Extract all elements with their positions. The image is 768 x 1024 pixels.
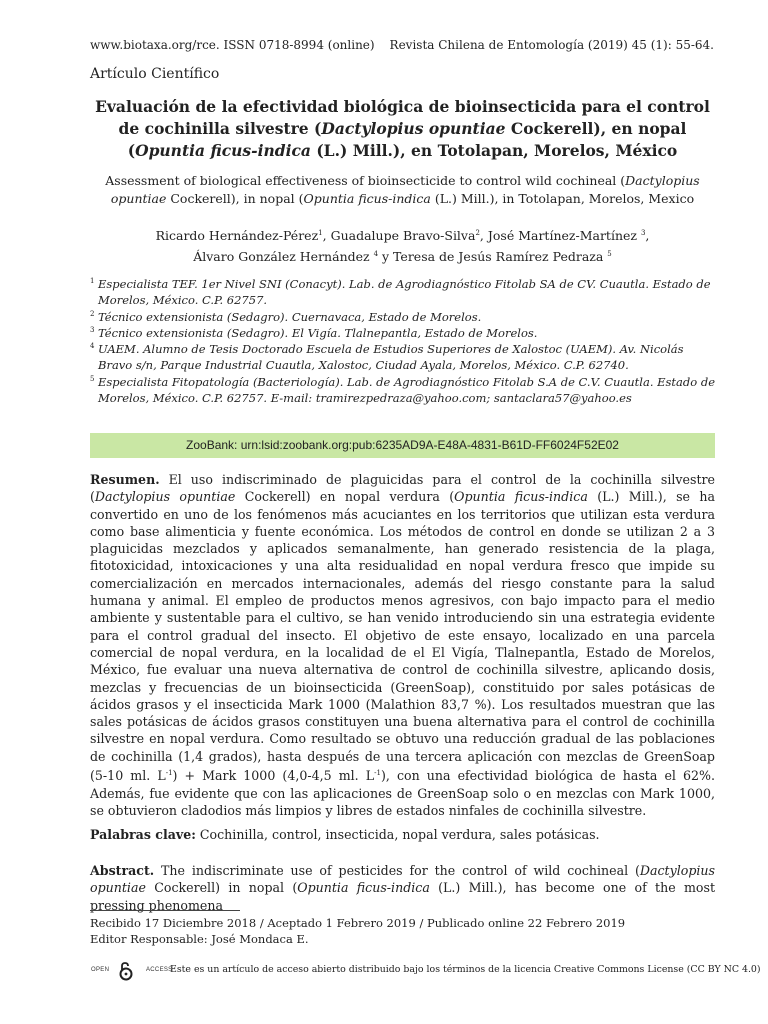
affiliation-item: 3 Técnico extensionista (Sedagro). El Vigía. Tlalnepantla, Estado de Morelos.: [90, 325, 538, 340]
article-english-title: Assessment of biological effectiveness of bioinsecticide to control wild cochineal (Dactylopius opuntiae Cockerell), in nopal (Opuntia ficus-indica (L.) Mill.), in Totolapan, Morelos, Mexico: [105, 173, 700, 206]
keywords-label: Palabras clave:: [90, 827, 196, 842]
abstract-paragraph: Abstract. The indiscriminate use of pesticides for the control of wild cochineal (Dactylopius opuntiae Cockerell) in nopal (Opuntia ficus-indica (L.) Mill.), has become one of the most pressing phenomena: [90, 863, 716, 913]
affiliation-item: 1 Especialista TEF. 1er Nivel SNI (Conacyt). Lab. de Agrodiagnóstico Fitolab SA de CV. Cuautla. Estado de Morelos, México. C.P. 62757.: [90, 277, 711, 308]
header-journal-url[interactable]: www.biotaxa.org/rce. ISSN 0718-8994 (online): [90, 38, 375, 52]
article-type: Artículo Científico: [90, 66, 220, 82]
footnote-divider: [90, 910, 240, 911]
affiliations: [90, 276, 715, 406]
affiliation-item: 4 UAEM. Alumno de Tesis Doctorado Escuela de Estudios Superiores de Xalostoc (UAEM). Av. Nicolás Bravo s/n, Parque Industrial Cuautla, Xalostoc, Ciudad Ayala, Morelos, México. C.P. 62740.: [90, 342, 684, 373]
keywords-line: Palabras clave: Cochinilla, control, insecticida, nopal verdura, sales potásicas.: [90, 827, 600, 842]
article-title: Evaluación de la efectividad biológica de bioinsecticida para el control de cochinilla silvestre (Dactylopius opuntiae Cockerell), en nopal (Opuntia ficus-indica (L.) Mill.), en Totolapan, Morelos, México: [95, 97, 710, 160]
responsible-editor: Editor Responsable: José Mondaca E.: [90, 932, 309, 946]
open-access-label-right: ACCESS: [146, 967, 173, 973]
affiliation-item: 2 Técnico extensionista (Sedagro). Cuernavaca, Estado de Morelos.: [90, 309, 482, 324]
received-dates: Recibido 17 Diciembre 2018 / Aceptado 1 Febrero 2019 / Publicado online 22 Febrero 2019: [90, 916, 626, 930]
abstract-label: Abstract.: [90, 863, 155, 878]
author-list: Ricardo Hernández-Pérez$^1$, Guadalupe Bravo-Silva$^2$, José Martínez-Martínez $^3$, Álvaro González Hernández $^4$ y Teresa de Jesús Ramírez Pedraza $^5$: [155, 228, 650, 265]
zoobank-identifier[interactable]: ZooBank: urn:lsid:zoobank.org:pub:6235AD9A-E48A-4831-B61D-FF6024F52E02: [90, 433, 715, 458]
resumen-paragraph: Resumen. El uso indiscriminado de plaguicidas para el control de la cochinilla silvestre (Dactylopius opuntiae Cockerell) en nopal verdura (Opuntia ficus-indica (L.) Mill.), se ha convertido en uno de los fenómenos más acuciantes en los territorios que utilizan esta verdura como base alimenticia y fuente económica. Los métodos de control en donde se utilizan 2 a 3 plaguicidas mezclados y aplicados semanalmente, han generado resistencia de la plaga, fitotoxicidad, intoxicaciones y una alta residualidad en nopal verdura fresco que impide su comercialización en mercados internacionales, además del riesgo constante para la salud humana y animal. El empleo de productos menos agresivos, con bajo impacto para el medio ambiente y sustentable para el cultivo, se han venido introduciendo sin una estrategia evidente para el control gradual del insecto. El objetivo de este ensayo, localizado en una parcela comercial de nopal verdura, en la localidad de el El Vigía, Tlalnepantla, Estado de Morelos, México, fue evaluar una nueva alternativa de control de cochinilla silvestre, aplicando dosis, mezclas y frecuencias de un bioinsecticida (GreenSoap), constituido por sales potásicas de ácidos grasos y el insecticida Mark 1000 (Malathion 83,7 %). Los resultados muestran que las sales potásicas de ácidos grasos constituyen una buena alternativa para el control de cochinilla silvestre en nopal verdura. Como resultado se obtuvo una reducción gradual de las poblaciones de cochinilla (1,4 grados), hasta después de una tercera aplicación con mezclas de GreenSoap (5-10 ml. $L^{-1}$) + Mark 1000 (4,0-4,5 ml. $L^{-1}$), con una efectividad biológica de hasta el 62%. Además, fue evidente que con las aplicaciones de GreenSoap solo o en mezclas con Mark 1000, se obtuvieron cladodios más limpios y libres de estados ninfales de cochinilla silvestre.: [90, 472, 716, 818]
resumen-label: Resumen.: [90, 472, 160, 487]
header-citation: Revista Chilena de Entomología (2019) 45 (1): 55-64.: [389, 38, 714, 52]
license-statement: Este es un artículo de acceso abierto distribuido bajo los términos de la licencia Creative Commons License (CC BY NC 4.0): [170, 964, 761, 975]
affiliation-item: 5 Especialista Fitopatología (Bacteriología). Lab. de Agrodiagnóstico Fitolab S.A de C.V. Cuautla. Estado de Morelos, México. C.P. 62757. E-mail: tramirezpedraza@yahoo.com; santaclara57@yahoo.es: [90, 374, 716, 406]
open-access-label-left: OPEN: [91, 967, 110, 973]
